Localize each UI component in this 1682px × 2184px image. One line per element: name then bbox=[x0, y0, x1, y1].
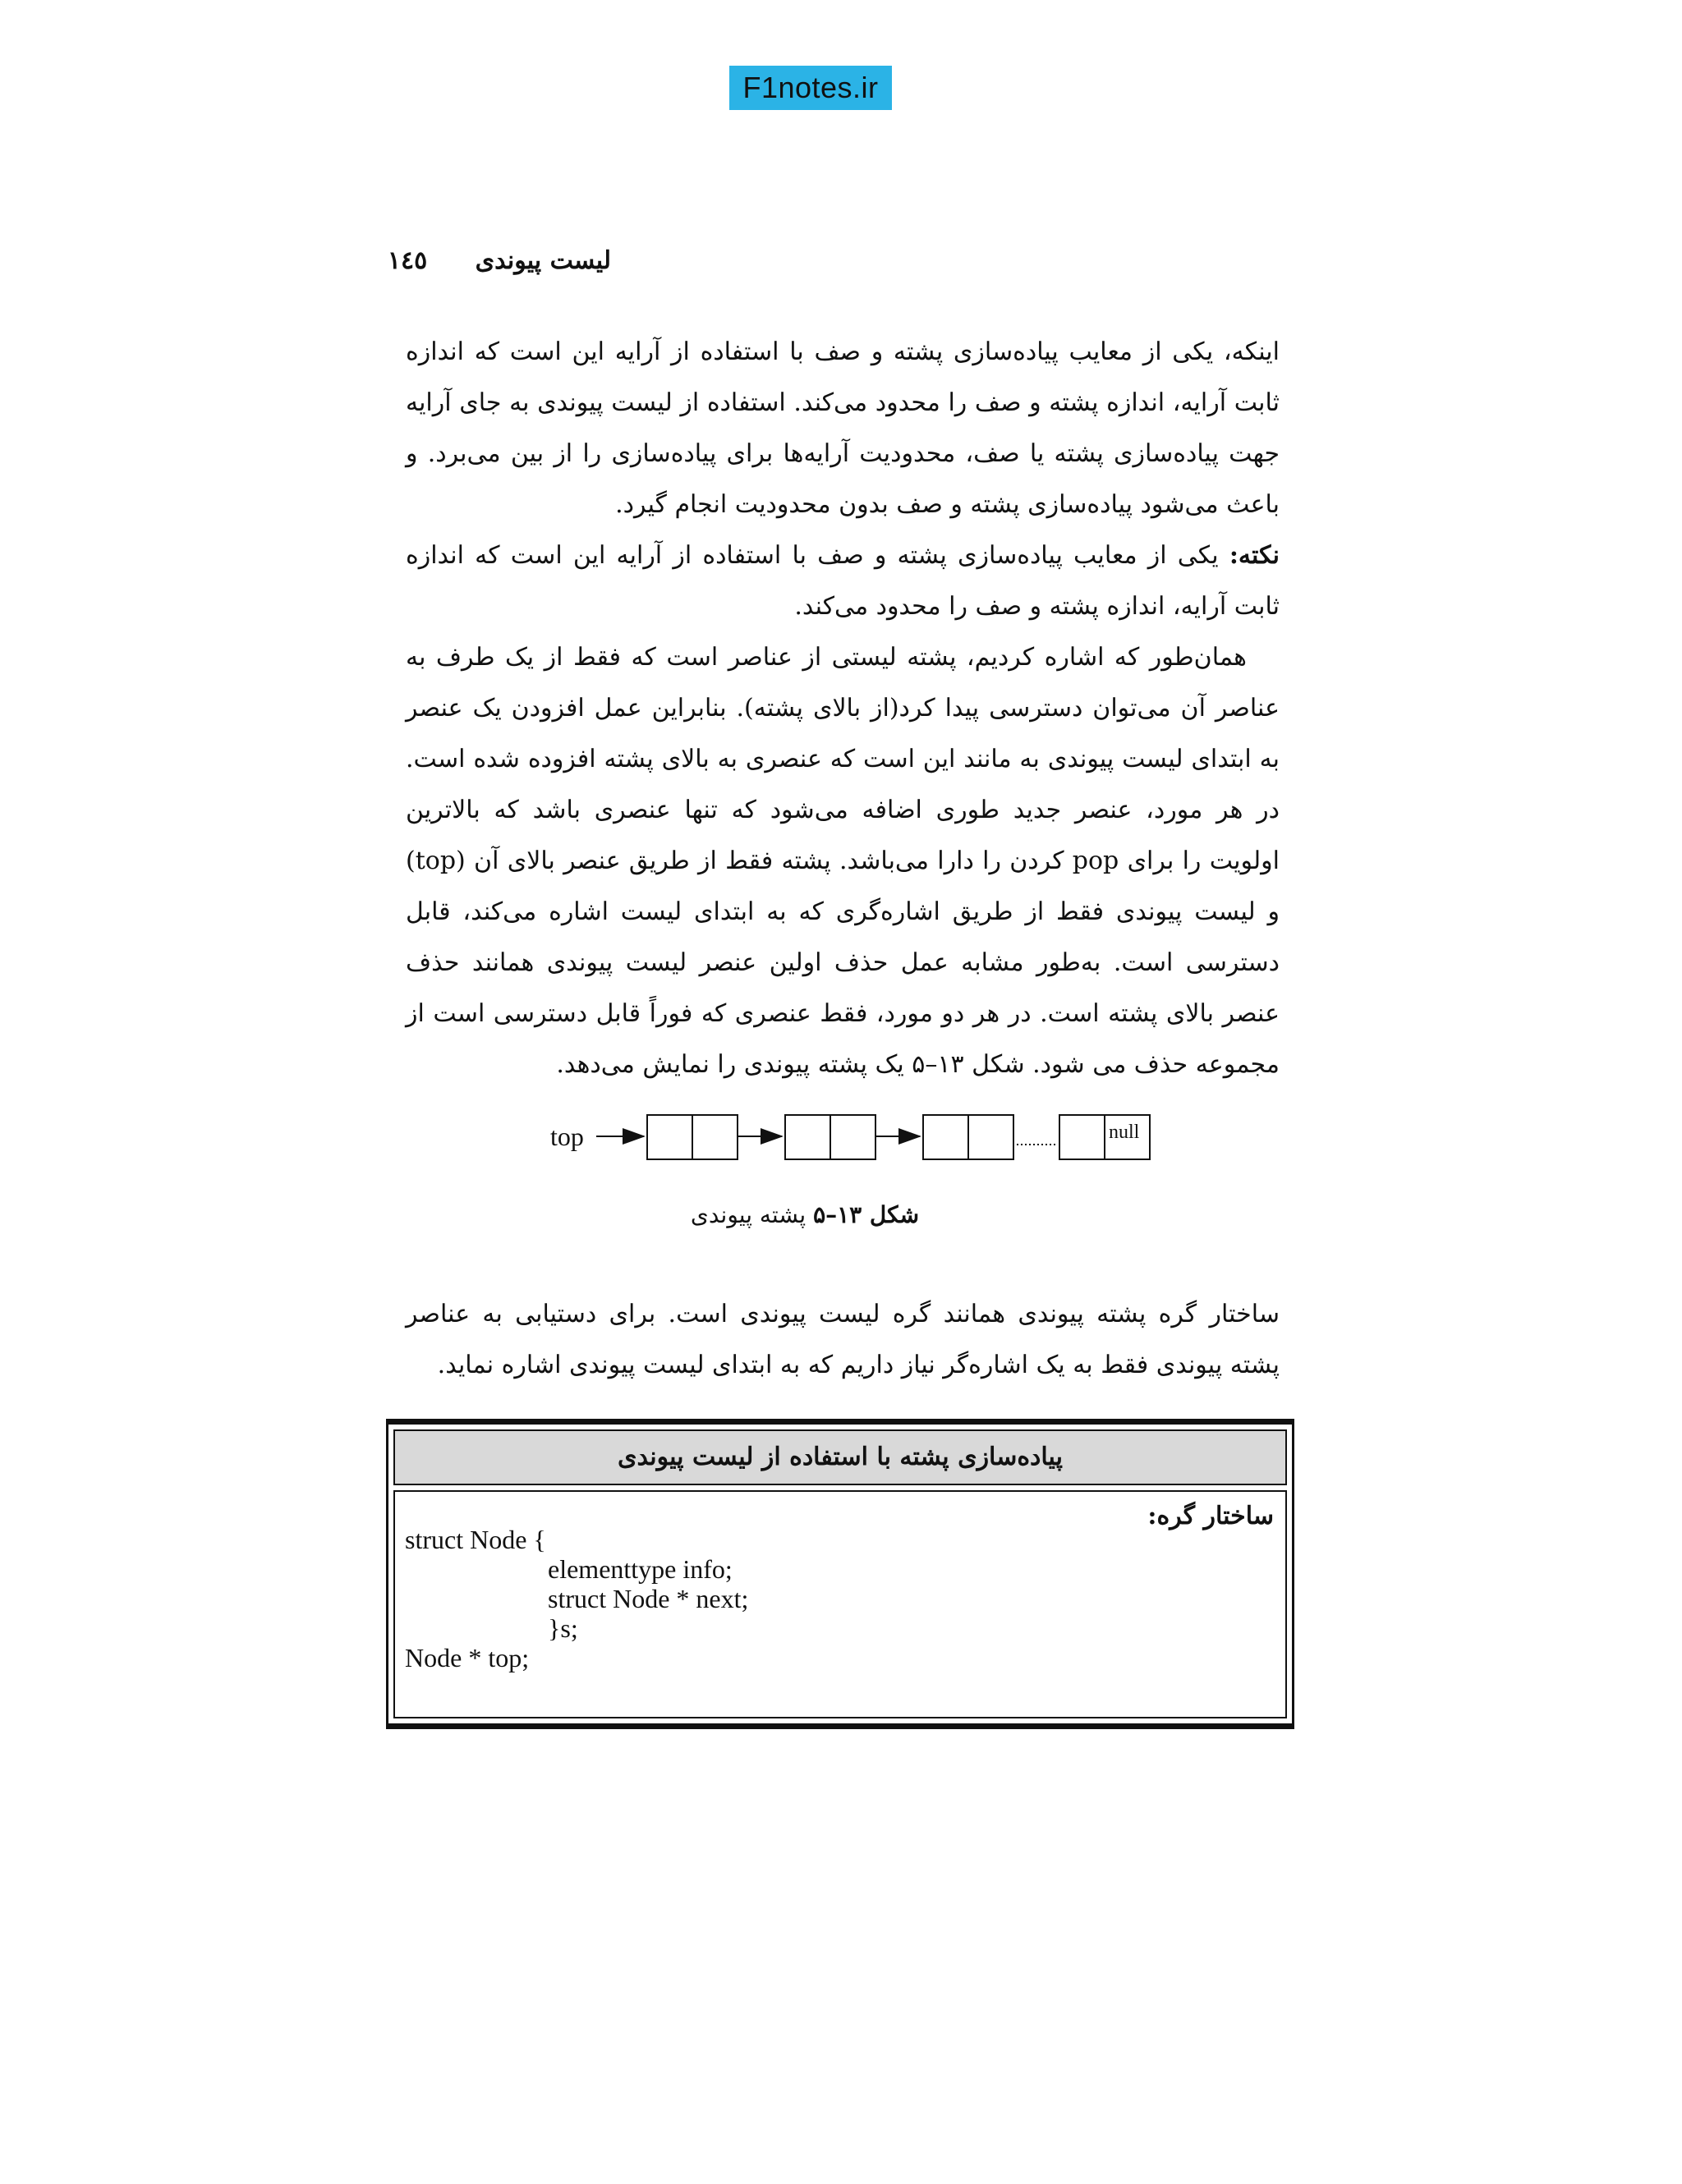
code-line: struct Node * next; bbox=[548, 1584, 749, 1613]
paragraph-node-structure: ساختار گره پشته پیوندی همانند گره لیست پیوندی است. برای دستیابی به عناصر پشته پیوندی فقط به یک اشاره‌گر نیاز داریم که به ابتدای لیست پیوندی اشاره نماید. bbox=[406, 1300, 1280, 1379]
paragraph-array-limitation: اینکه، یکی از معایب پیاده‌سازی پشته و صف با استفاده از آرایه این است که اندازه ثابت آرایه، اندازه پشته و صف را محدود می‌کند. استفاده از لیست پیوندی به جای آرایه جهت پیاده‌سازی پشته یا صف، محدودیت آرایه‌ها برای پیاده‌سازی را از بین می‌برد. و باعث می‌شود پیاده‌سازی پشته و صف بدون محدودیت انجام گیرد. bbox=[406, 337, 1280, 519]
top-pointer-label: top bbox=[550, 1122, 584, 1151]
stack-node-3 bbox=[923, 1115, 1013, 1159]
paragraph-linked-stack: همان‌طور که اشاره کردیم، پشته لیستی از عناصر است که فقط از یک طرف به عناصر آن می‌توان دسترسی پیدا کرد(از بالای پشته). بنابراین عمل افزودن یک عنصر به ابتدای لیست پیوندی به مانند این است که عنصری به بالای پشته افزوده شده است. در هر مورد، عنصر جدید طوری اضافه می‌شود که تنها عنصری باشد که بالاترین اولویت را برای pop کردن را دارا می‌باشد. پشته فقط از طریق عنصر بالای آن (top) و لیست پیوندی فقط از طریق اشاره‌گری که به ابتدای لیست اشاره می‌کند، قابل دسترسی است. به‌طور مشابه عمل حذف اولین عنصر لیست پیوندی همانند حذف عنصر بالای پشته است. در هر دو مورد، فقط عنصری که فوراً قابل دسترسی است از مجموعه حذف می شود. شکل ۱۳–۵ یک پشته پیوندی را نمایش می‌دهد. bbox=[406, 643, 1280, 1079]
struct-section-label: ساختار گره: bbox=[1147, 1502, 1274, 1530]
note-text: یکی از معایب پیاده‌سازی پشته و صف با استفاده از آرایه این است که اندازه ثابت آرایه، اندازه پشته و صف را محدود می‌کند. bbox=[406, 541, 1280, 621]
watermark-label: F1notes.ir bbox=[729, 66, 892, 110]
code-listing bbox=[405, 1525, 748, 1672]
figure-caption-text: پشته پیوندی bbox=[690, 1201, 814, 1228]
code-line: }s; bbox=[548, 1613, 578, 1643]
chapter-title: لیست پیوندی bbox=[475, 246, 611, 275]
code-box-body bbox=[393, 1490, 1287, 1718]
page-number: ١٤٥ bbox=[387, 246, 428, 275]
code-line: struct Node { bbox=[405, 1525, 546, 1554]
paragraph-note bbox=[406, 530, 1280, 632]
body-text-lower bbox=[406, 1289, 1280, 1391]
code-box bbox=[386, 1419, 1294, 1729]
stack-node-2 bbox=[785, 1115, 875, 1159]
null-label: null bbox=[1109, 1122, 1140, 1143]
stack-node-1 bbox=[647, 1115, 738, 1159]
body-text-upper bbox=[406, 327, 1280, 1090]
code-line: Node * top; bbox=[405, 1643, 530, 1672]
running-head bbox=[387, 243, 611, 279]
linked-stack-figure bbox=[542, 1110, 1166, 1192]
figure-caption bbox=[657, 1197, 953, 1233]
note-label: نکته: bbox=[1229, 541, 1280, 570]
code-box-title: پیاده‌سازی پشته با استفاده از لیست پیوندی bbox=[393, 1429, 1287, 1485]
figure-caption-label: شکل ۱۳–۵ bbox=[813, 1201, 920, 1228]
code-line: elementtype info; bbox=[548, 1554, 733, 1584]
